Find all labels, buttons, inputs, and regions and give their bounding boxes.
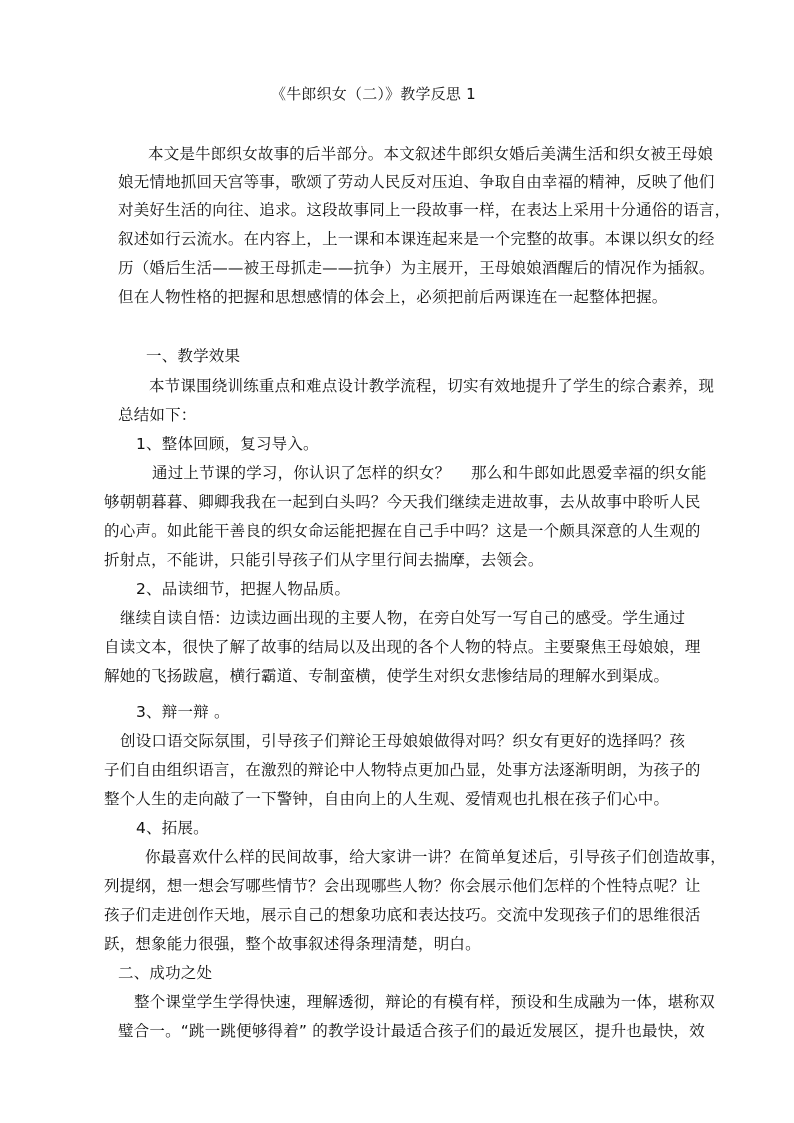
paragraph-line: 创设口语交际氛围，引导孩子们辩论王母娘娘做得对吗？织女有更好的选择吗？孩: [120, 732, 686, 750]
paragraph-line: 折射点，不能讲，只能引导孩子们从字里行间去揣摩，去领会。: [104, 551, 544, 569]
paragraph-line: 跃，想象能力很强，整个故事叙述得条理清楚，明白。: [104, 935, 481, 953]
intro-line: 历（婚后生活——被王母抓走——抗争）为主展开，王母娘娘酒醒后的情况作为插叙。: [118, 259, 715, 277]
paragraph-line: 解她的飞扬跋扈，横行霸道、专制蛮横，使学生对织女悲惨结局的理解水到渠成。: [104, 667, 670, 685]
section-heading: 二、成功之处: [118, 964, 213, 982]
item-heading: 2、品读细节，把握人物品质。: [136, 580, 351, 598]
paragraph-line: 继续自读自悟：边读边画出现的主要人物，在旁白处写一写自己的感受。学生通过: [120, 609, 686, 627]
paragraph-line: 本节课围绕训练重点和难点设计教学流程，切实有效地提升了学生的综合素养，现: [149, 377, 715, 395]
paragraph-line: 自读文本，很快了解了故事的结局以及出现的各个人物的特点。主要聚焦王母娘娘，理: [104, 638, 701, 656]
intro-line: 叙述如行云流水。在内容上，上一课和本课连起来是一个完整的故事。本课以织女的经: [118, 230, 715, 248]
item-heading: 3、辩一辩 。: [136, 703, 230, 721]
paragraph-line: 整个人生的走向敲了一下警钟，自由向上的人生观、爱情观也扎根在孩子们心中。: [104, 790, 670, 808]
paragraph-line: 璧合一。“跳一跳便够得着” 的教学设计最适合孩子们的最近发展区，提升也最快，效: [118, 1022, 705, 1040]
paragraph-line: 的心声。如此能干善良的织女命运能把握在自己手中吗？这是一个颇具深意的人生观的: [104, 522, 701, 540]
paragraph-line: 够朝朝暮暮、卿卿我我在一起到白头吗？今天我们继续走进故事，去从故事中聆听人民: [104, 493, 701, 511]
paragraph-line: 通过上节课的学习，你认识了怎样的织女？ 那么和牛郎如此恩爱幸福的织女能: [152, 464, 707, 482]
intro-line: 但在人物性格的把握和思想感情的体会上，必须把前后两课连在一起整体把握。: [118, 288, 668, 306]
intro-line: 娘无情地抓回天宫等事，歌颂了劳动人民反对压迫、争取自由幸福的精神，反映了他们: [118, 173, 715, 191]
intro-line: 对美好生活的向往、追求。这段故事同上一段故事一样，在表达上采用十分通俗的语言，: [118, 201, 731, 219]
item-heading: 4、拓展。: [136, 819, 209, 837]
document-title: 《牛郎织女（二）》教学反思 1: [271, 85, 476, 103]
paragraph-line: 整个课堂学生学得快速，理解透彻，辩论的有模有样，预设和生成融为一体，堪称双: [134, 993, 715, 1011]
paragraph-line: 子们自由组织语言，在激烈的辩论中人物特点更加凸显，处事方法逐渐明朗，为孩子的: [104, 761, 701, 779]
item-heading: 1、整体回顾，复习导入。: [136, 435, 319, 453]
paragraph-line: 你最喜欢什么样的民间故事，给大家讲一讲？在简单复述后，引导孩子们创造故事，: [145, 848, 726, 866]
paragraph-line: 孩子们走进创作天地，展示自己的想象功底和表达技巧。交流中发现孩子们的思维很活: [104, 906, 701, 924]
paragraph-line: 列提纲，想一想会写哪些情节？会出现哪些人物？你会展示他们怎样的个性特点呢？让: [104, 877, 701, 895]
section-heading: 一、教学效果: [146, 347, 241, 365]
paragraph-line: 总结如下：: [118, 406, 197, 424]
intro-line: 本文是牛郎织女故事的后半部分。本文叙述牛郎织女婚后美满生活和织女被王母娘: [148, 145, 714, 163]
